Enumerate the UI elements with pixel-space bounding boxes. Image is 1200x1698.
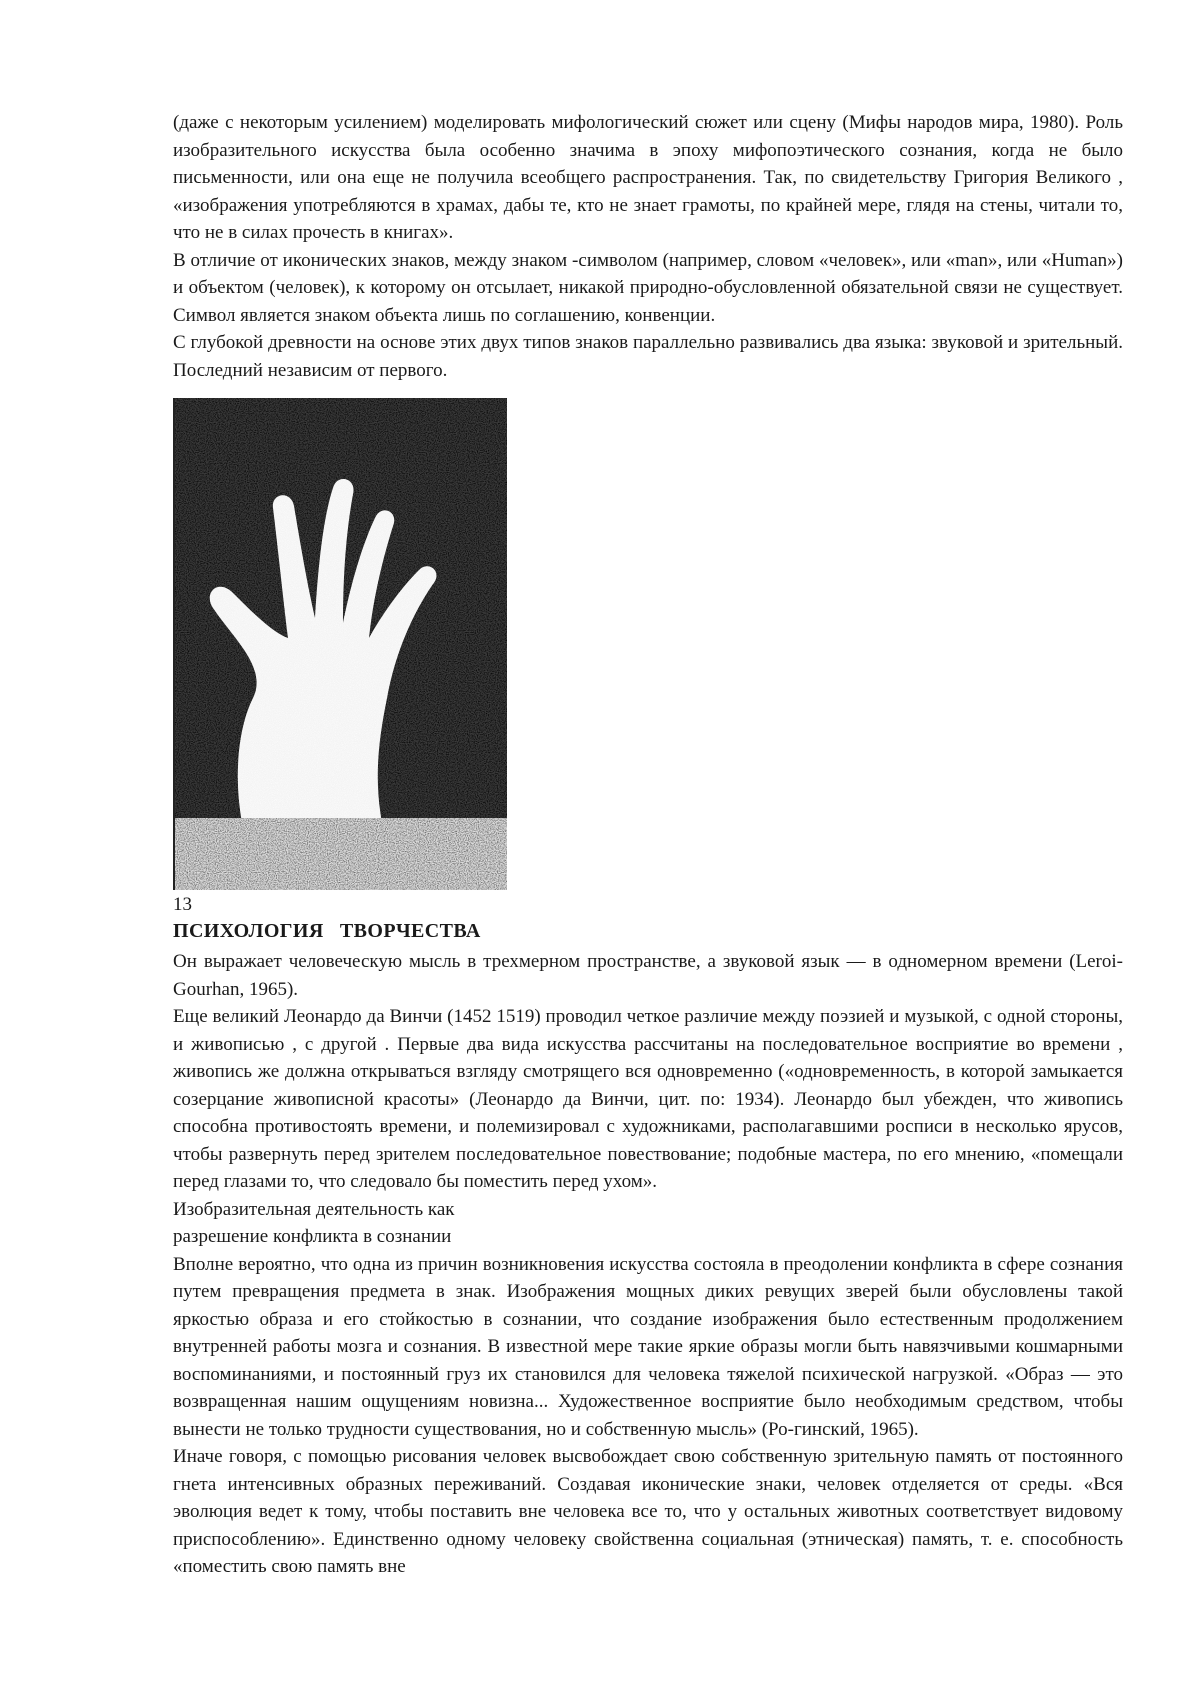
paragraph: Иначе говоря, с помощью рисования человек высвобождает свою собственную зрительную память от постоянного гнета интенсивных образных переживаний. Создавая иконические знаки, человек отделяется от среды. «Вся эволюция ведет к тому, чтобы поставить вне человека все то, что у остальных животных соответствует видовому приспособлению». Единственно одному человеку свойственна социальная (этническая) память, т. е. способность «поместить свою память вне xyxy=(173,1446,1123,1577)
hand-print-image xyxy=(173,398,507,890)
paragraph: (даже с некоторым усилением) моделировать мифологический сюжет или сцену (Мифы народов мира, 1980). Роль изобразительного искусства была особенно значима в эпоху мифопоэтического сознания, когда не было письменности, или она еще не получила всеобщего распространения. Так, по свидетельству Григория Великого , «изображения употребляются в храмах, дабы те, кто не знает грамоты, по крайней мере, глядя на стены, читали то, что не в силах прочесть в книгах». xyxy=(173,112,1123,243)
page-number: 13 xyxy=(173,894,192,915)
subheading-line: разрешение конфликта в сознании xyxy=(173,1226,452,1247)
subheading-line: Изобразительная деятельность как xyxy=(173,1198,455,1220)
section-heading: ПСИХОЛОГИЯ ТВОРЧЕСТВА xyxy=(173,920,481,942)
paragraph: В отличие от иконических знаков, между знаком -символом (например, словом «человек», или «man», или «Human») и объектом (человек), к которому он отсылает, никакой природно-обусловленной обязательной связи не существует. Символ является знаком объекта лишь по соглашению, конвенции. xyxy=(173,249,1123,326)
paragraph: Еще великий Леонардо да Винчи (1452 1519) проводил четкое различие между поэзией и музыкой, с одной стороны, и живописью , с другой . Первые два вида искусства рассчитаны на последовательное восприятие во времени , живопись же должна открываться взгляду смотрящего вся одновременно («одновременность, в которой замыкается созерцание живописной красоты» (Леонардо да Винчи, цит. по: 1934). Леонардо был убежден, что живопись способна противостоять времени, и полемизировал с художниками, располагавшими росписи в несколько ярусов, чтобы развернуть перед зрителем последовательное повествование; подобные мастера, по его мнению, «помещали перед глазами то, что следовало бы поместить перед ухом». xyxy=(173,1006,1123,1192)
paragraph: Он выражает человеческую мысль в трехмерном пространстве, а звуковой язык — в одномерном времени (Leroi-Gourhan, 1965). xyxy=(173,951,1123,1000)
top-text-block xyxy=(173,109,1123,384)
paragraph: С глубокой древности на основе этих двух типов знаков параллельно развивались два языка: звуковой и зрительный. Последний независим от первого. xyxy=(173,332,1123,381)
bottom-text-block xyxy=(173,948,1123,1581)
paragraph: Вполне вероятно, что одна из причин возникновения искусства состояла в преодолении конфликта в сфере сознания путем превращения предмета в знак. Изображения мощных диких ревущих зверей были обусловлены такой яркостью образа и его стойкостью в сознании, что создание изображения было естественным продолжением внутренней работы мозга и сознания. В известной мере такие яркие образы могли быть навязчивыми кошмарными воспоминаниями, и постоянный груз их становился для человека тяжелой психической нагрузкой. «Образ — это возвращенная нашим ощущениям новизна... Художественное восприятие было необходимым средством, чтобы вынести не только трудности существования, но и собственную мысль» (Ро-гинский, 1965). xyxy=(173,1253,1123,1440)
